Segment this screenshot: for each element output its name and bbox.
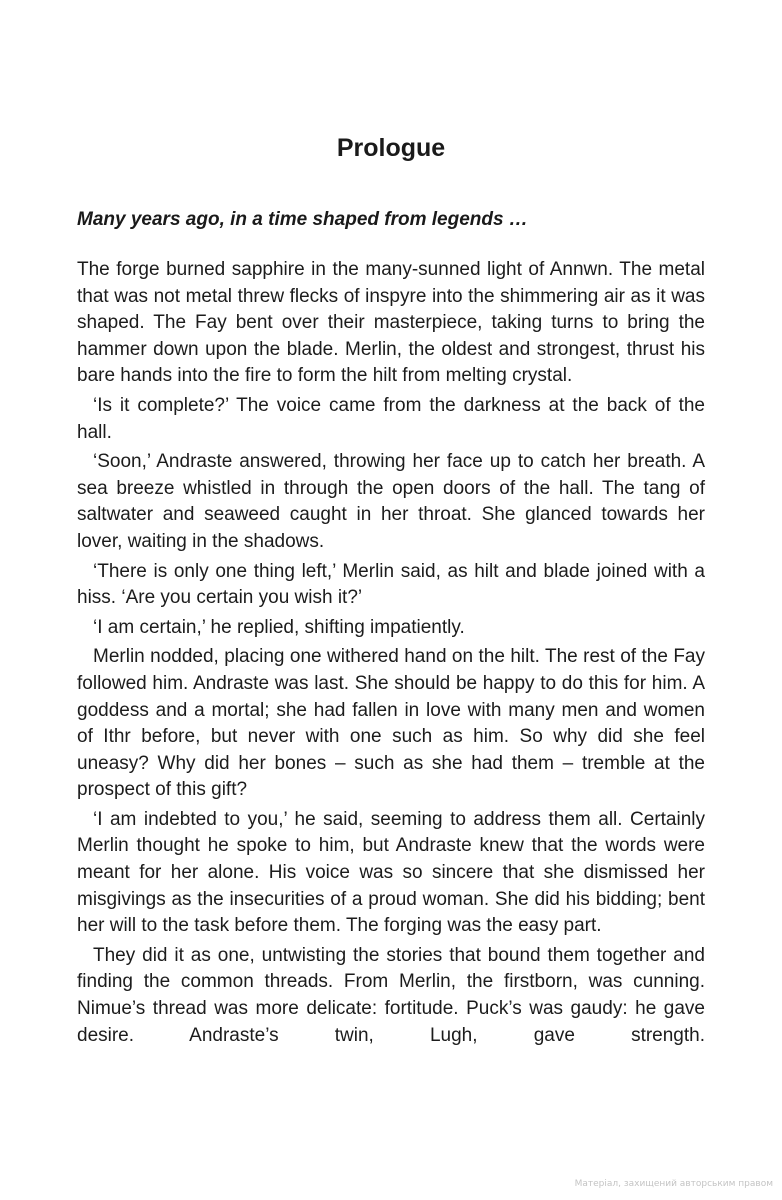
paragraph: They did it as one, untwisting the stories that bound them together and finding the common threads. From Merlin, the firstborn, was cunning. Nimue’s thread was more delicate: fortitude. Puck’s was gaudy: he gave desire. Andraste’s twin, Lugh, gave strength. <box>77 944 705 1046</box>
paragraph: Merlin nodded, placing one withered hand on the hilt. The rest of the Fay followed him. Andraste was last. She should be happy to do this for him. A goddess and a mortal; she had fallen in love with many men and women of Ithr before, but never with one such as him. So why did she feel uneasy? Why did her bones – such as she had them – tremble at the prospect of this gift? <box>77 646 705 801</box>
body-text <box>77 257 705 1052</box>
paragraph: ‘I am indebted to you,’ he said, seeming to address them all. Certainly Merlin thought he spoke to him, but Andraste knew that the words were meant for her alone. His voice was so sincere that she dismissed her misgivings as the insecurities of a proud woman. She did his bidding; bent her will to the task before them. The forging was the easy part. <box>77 808 705 937</box>
epigraph: Many years ago, in a time shaped from legends … <box>77 209 528 230</box>
paragraph: ‘Soon,’ Andraste answered, throwing her face up to catch her breath. A sea breeze whistled in through the open doors of the hall. The tang of saltwater and seaweed caught in her throat. She glanced towards her lover, waiting in the shadows. <box>77 451 705 552</box>
paragraph: ‘Is it complete?’ The voice came from the darkness at the back of the hall. <box>77 394 705 443</box>
paragraph: ‘I am certain,’ he replied, shifting impatiently. <box>93 616 465 638</box>
copyright-watermark: Матеріал, захищений авторським правом <box>574 1179 773 1189</box>
paragraph: The forge burned sapphire in the many-sunned light of Annwn. The metal that was not metal threw flecks of inspyre into the shimmering air as it was shaped. The Fay bent over their masterpiece, taking turns to bring the hammer down upon the blade. Merlin, the oldest and strongest, thrust his bare hands into the fire to form the hilt from melting crystal. <box>77 259 705 387</box>
chapter-title: Prologue <box>336 134 446 162</box>
paragraph: ‘There is only one thing left,’ Merlin said, as hilt and blade joined with a hiss. ‘Are you certain you wish it?’ <box>77 560 705 609</box>
